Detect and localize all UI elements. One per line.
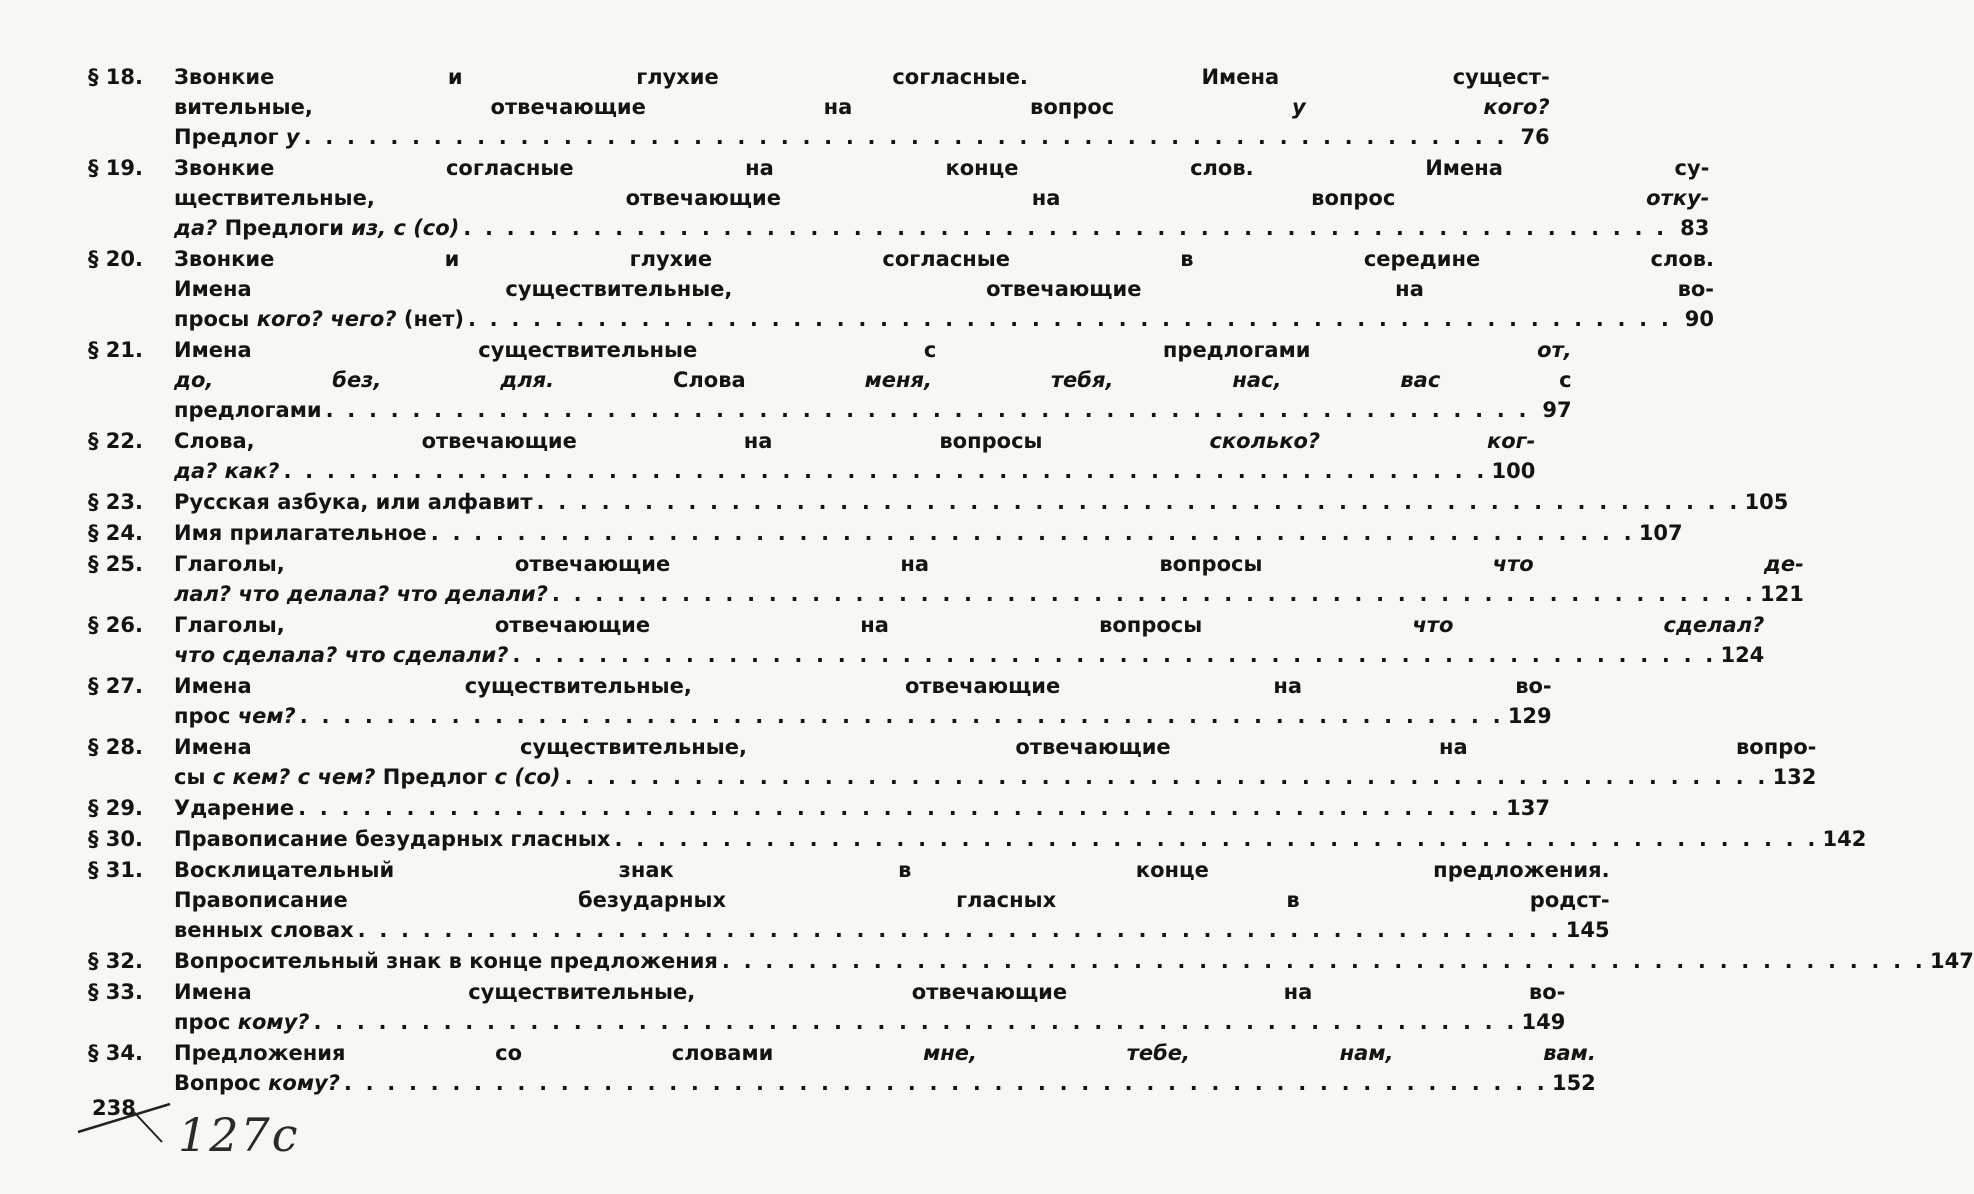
page-ref: 145 xyxy=(1565,918,1610,942)
entry-title-line: Предложения со словами мне, тебе, нам, вам. xyxy=(174,1041,1596,1065)
toc-entry xyxy=(88,732,1817,792)
entry-title-line: Имена существительные, отвечающие на во- xyxy=(174,674,1552,698)
toc-entry xyxy=(88,153,1710,243)
entry-title-line: прос чем? xyxy=(174,704,296,728)
entry-title-line: Звонкие согласные на конце слов. Имена су- xyxy=(174,156,1710,180)
toc-entry xyxy=(88,62,1550,152)
dot-leader xyxy=(722,946,1926,976)
section-number: § 32. xyxy=(88,949,144,973)
dot-leader xyxy=(358,915,1562,945)
page-ref: 90 xyxy=(1684,307,1715,331)
entry-title-line: Звонкие и глухие согласные в середине слов. xyxy=(174,247,1715,271)
entry-title-line: Звонкие и глухие согласные. Имена сущест- xyxy=(174,65,1550,89)
toc-entry xyxy=(88,487,1789,517)
page-ref: 121 xyxy=(1759,582,1804,606)
dot-leader xyxy=(344,1068,1548,1098)
entry-title-line: просы кого? чего? (нет) xyxy=(174,307,464,331)
section-number: § 20. xyxy=(88,247,144,271)
section-number: § 23. xyxy=(88,490,144,514)
entry-title-line: Имена существительные, отвечающие на вопро- xyxy=(174,735,1817,759)
entry-title-line: Вопросительный знак в конце предложения xyxy=(174,949,718,973)
entry-title-line: да? как? xyxy=(174,459,280,483)
entry-title-line: Имена существительные, отвечающие на во- xyxy=(174,277,1715,301)
page-ref: 142 xyxy=(1822,827,1867,851)
toc-entry xyxy=(88,671,1552,731)
dot-leader xyxy=(300,701,1504,731)
entry-title-line: прос кому? xyxy=(174,1010,310,1034)
toc-entry xyxy=(88,426,1536,486)
page-ref: 100 xyxy=(1491,459,1536,483)
toc-entry xyxy=(88,518,1683,548)
dot-leader xyxy=(512,640,1716,670)
dot-leader xyxy=(614,824,1818,854)
page-number: 238 xyxy=(92,1096,136,1120)
entry-title-line: Предлог у xyxy=(174,125,300,149)
page-ref: 83 xyxy=(1680,216,1710,240)
section-number: § 34. xyxy=(88,1041,144,1065)
section-number: § 24. xyxy=(88,521,144,545)
toc-entry xyxy=(88,977,1566,1037)
page-ref: 147 xyxy=(1929,949,1974,973)
page-ref: 149 xyxy=(1521,1010,1566,1034)
entry-title-line: Правописание безударных гласных в родст- xyxy=(174,888,1610,912)
dot-leader xyxy=(283,456,1487,486)
entry-title-line: Ударение xyxy=(174,796,295,820)
table-of-contents xyxy=(88,62,1974,1098)
page-ref: 105 xyxy=(1744,490,1789,514)
section-number: § 31. xyxy=(88,858,144,882)
page-ref: 97 xyxy=(1542,398,1572,422)
page-ref: 137 xyxy=(1506,796,1550,820)
entry-title-line: Восклицательный знак в конце предложения. xyxy=(174,858,1610,882)
section-number: § 25. xyxy=(88,552,144,576)
dot-leader xyxy=(298,793,1502,823)
page-ref: 152 xyxy=(1551,1071,1596,1095)
section-number: § 29. xyxy=(88,796,144,820)
entry-title-line: Слова, отвечающие на вопросы сколько? ког- xyxy=(174,429,1536,453)
section-number: § 27. xyxy=(88,674,144,698)
section-number: § 28. xyxy=(88,735,144,759)
page-ref: 132 xyxy=(1772,765,1817,789)
entry-title-line: да? Предлоги из, с (со) xyxy=(174,216,460,240)
entry-title-line: вительные, отвечающие на вопрос у кого? xyxy=(174,95,1550,119)
entry-title-line: лал? что делала? что делали? xyxy=(174,582,548,606)
section-number: § 21. xyxy=(88,338,144,362)
entry-title-line: что сделала? что сделали? xyxy=(174,643,509,667)
toc-entry xyxy=(88,824,1867,854)
dot-leader xyxy=(326,395,1530,425)
entry-title-line: Имена существительные, отвечающие на во- xyxy=(174,980,1566,1004)
dot-leader xyxy=(537,487,1741,517)
dot-leader xyxy=(304,122,1508,152)
section-number: § 18. xyxy=(88,65,144,89)
handwritten-note: 127с xyxy=(178,1108,300,1162)
page-ref: 124 xyxy=(1720,643,1765,667)
entry-title-line: до, без, для. Слова меня, тебя, нас, вас с xyxy=(174,368,1572,392)
entry-title-line: венных словах xyxy=(174,918,354,942)
entry-title-line: ществительные, отвечающие на вопрос отку- xyxy=(174,186,1710,210)
page-ref: 76 xyxy=(1520,125,1550,149)
entry-title-line: сы с кем? с чем? Предлог с (со) xyxy=(174,765,561,789)
entry-title-line: Вопрос кому? xyxy=(174,1071,340,1095)
toc-entry xyxy=(88,335,1572,425)
section-number: § 33. xyxy=(88,980,144,1004)
toc-entry xyxy=(88,610,1765,670)
dot-leader xyxy=(463,213,1667,243)
toc-entry xyxy=(88,244,1715,334)
toc-entry xyxy=(88,946,1974,976)
toc-entry xyxy=(88,793,1550,823)
toc-entry xyxy=(88,1038,1596,1098)
dot-leader xyxy=(565,762,1769,792)
strike-mark-icon xyxy=(70,1090,180,1150)
section-number: § 22. xyxy=(88,429,144,453)
section-number: § 19. xyxy=(88,156,144,180)
page-ref: 107 xyxy=(1638,521,1683,545)
entry-title-line: Правописание безударных гласных xyxy=(174,827,611,851)
entry-title-line: предлогами xyxy=(174,398,322,422)
toc-entry xyxy=(88,855,1610,945)
entry-title-line: Имена существительные с предлогами от, xyxy=(174,338,1572,362)
entry-title-line: Глаголы, отвечающие на вопросы что де- xyxy=(174,552,1804,576)
dot-leader xyxy=(468,304,1672,334)
section-number: § 26. xyxy=(88,613,144,637)
entry-title-line: Имя прилагательное xyxy=(174,521,427,545)
section-number: § 30. xyxy=(88,827,144,851)
dot-leader xyxy=(552,579,1756,609)
page-ref: 129 xyxy=(1507,704,1552,728)
dot-leader xyxy=(313,1007,1517,1037)
entry-title-line: Глаголы, отвечающие на вопросы что сделал? xyxy=(174,613,1765,637)
entry-title-line: Русская азбука, или алфавит xyxy=(174,490,533,514)
dot-leader xyxy=(431,518,1635,548)
toc-entry xyxy=(88,549,1804,609)
